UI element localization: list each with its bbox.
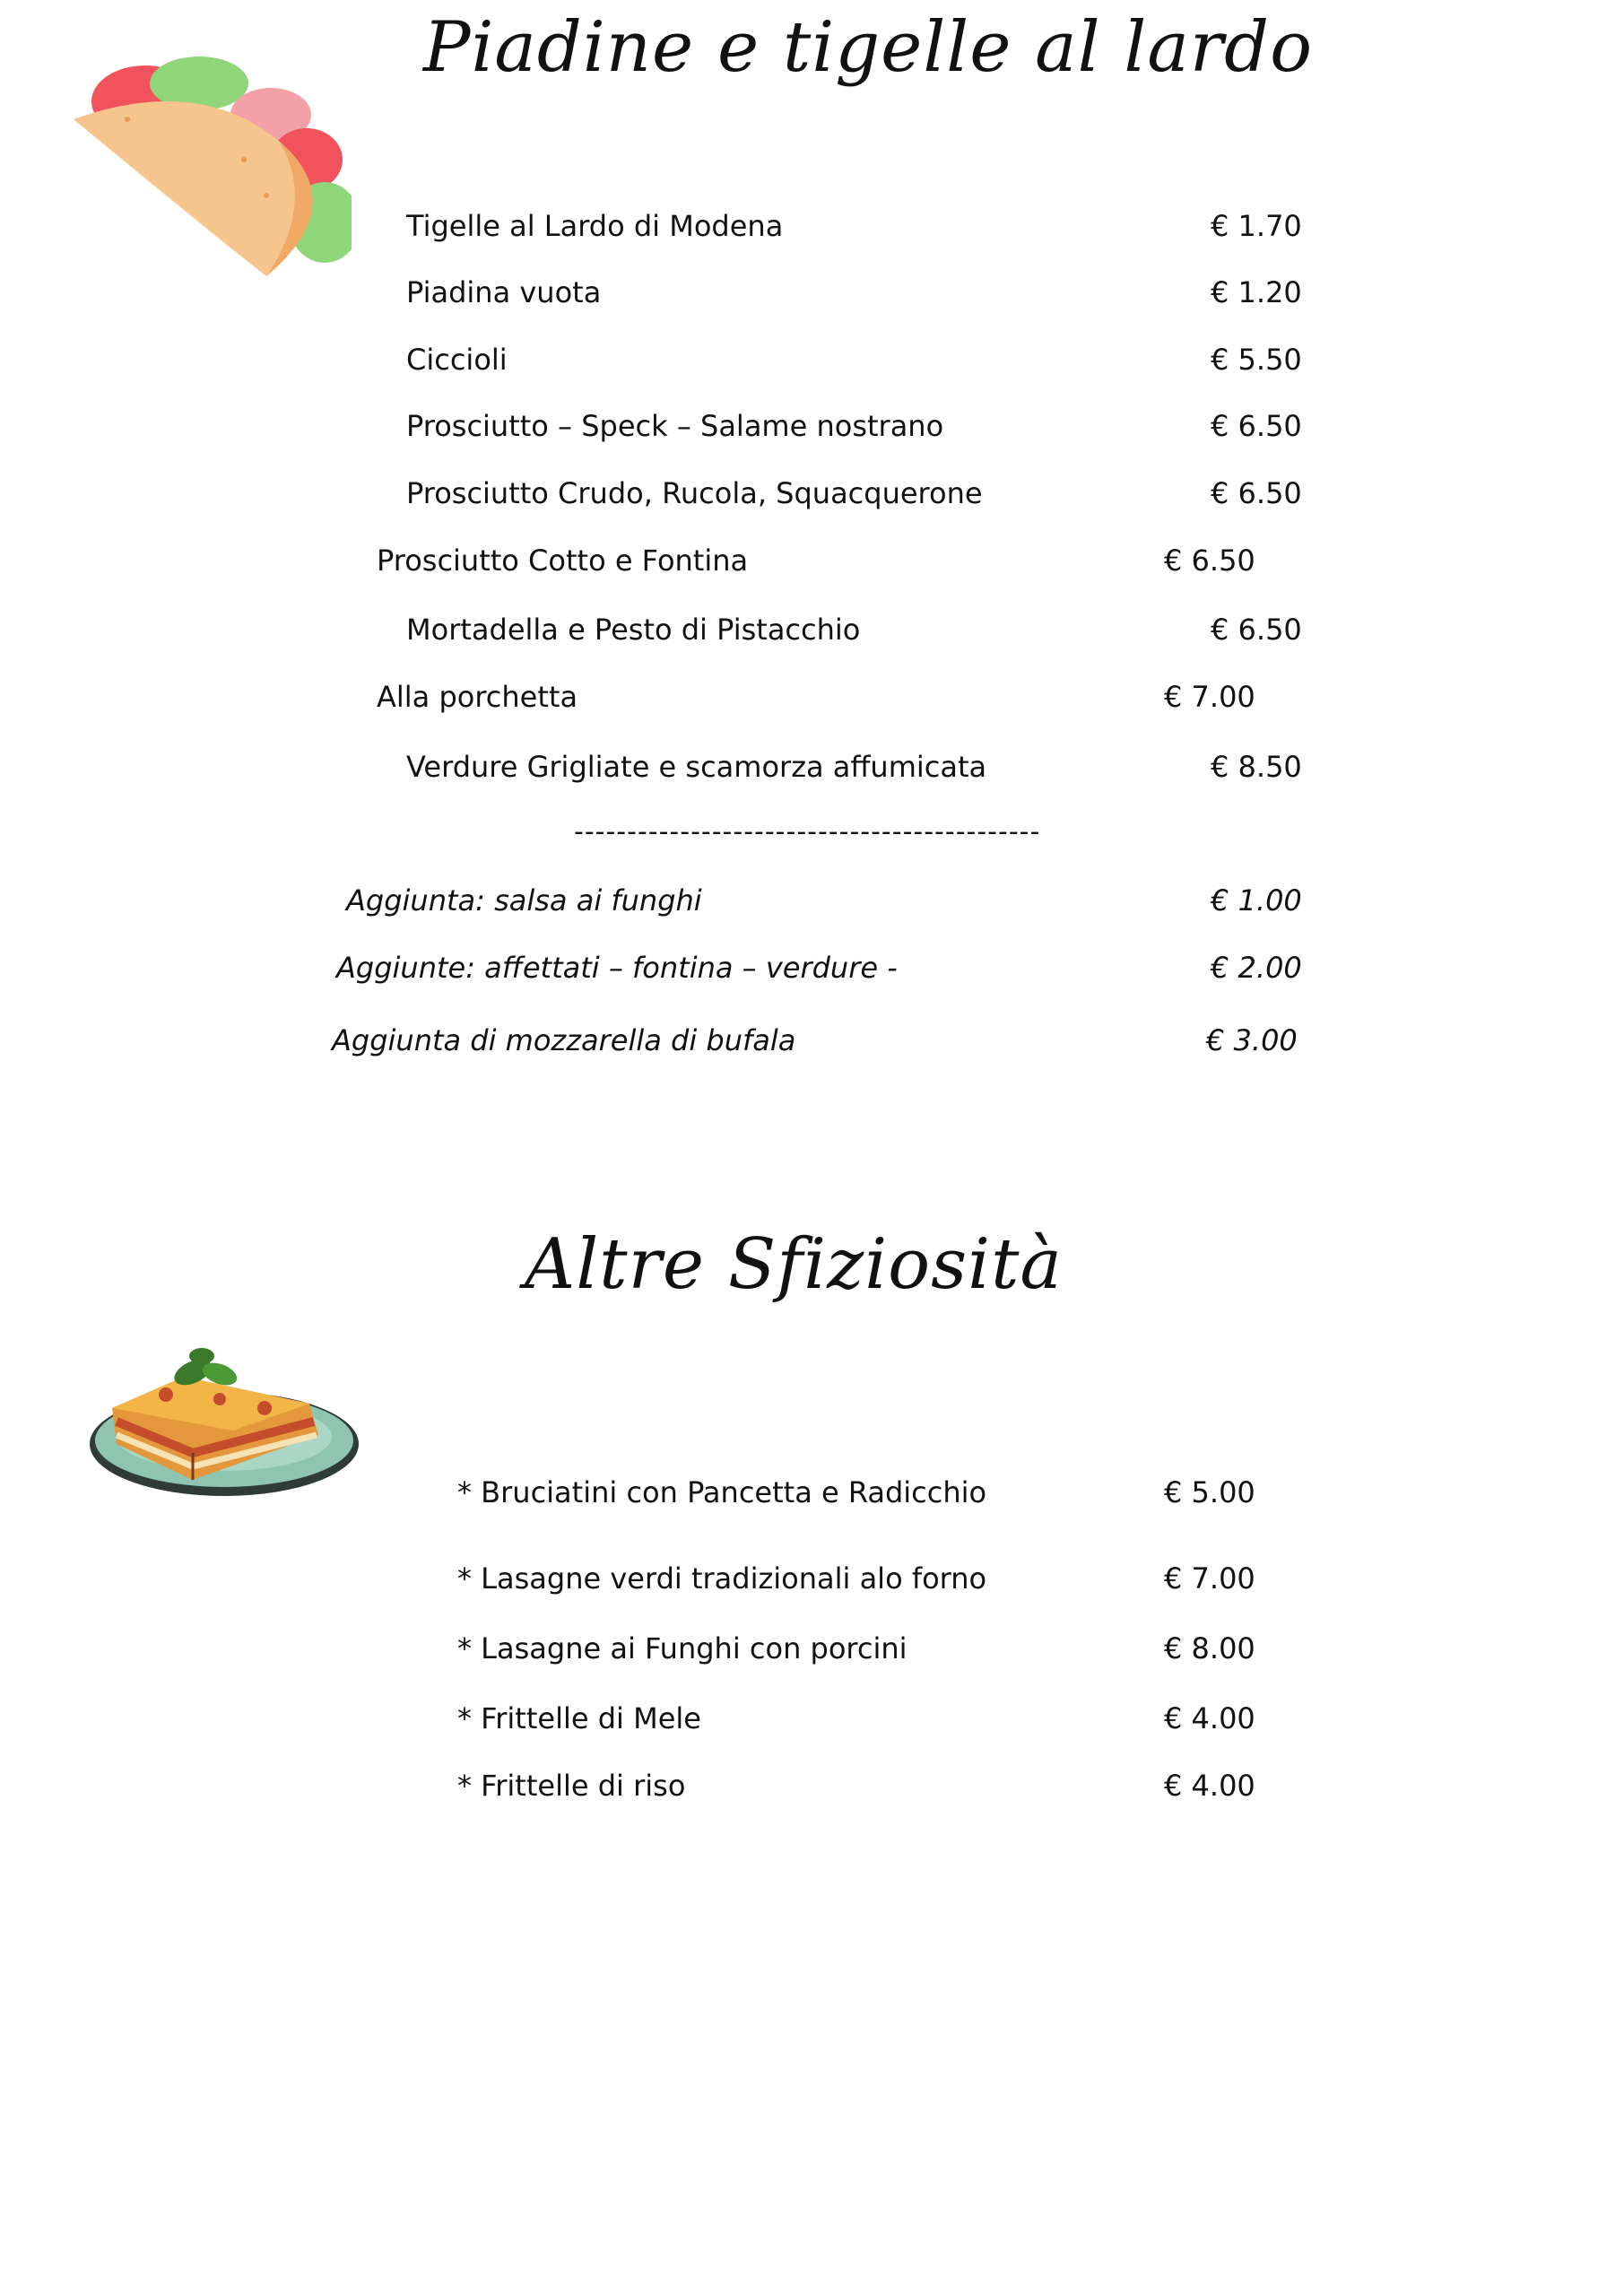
addition-name: Aggiunte: affettati – fontina – verdure - bbox=[336, 951, 898, 985]
menu-item-price: € 6.50 bbox=[1164, 544, 1255, 578]
addition-price: € 3.00 bbox=[1206, 1023, 1298, 1057]
addition-name: Aggiunta: salsa ai funghi bbox=[346, 883, 702, 918]
menu-item-name: * Lasagne verdi tradizionali alo forno bbox=[457, 1561, 987, 1596]
addition-name: Aggiunta di mozzarella di bufala bbox=[332, 1023, 796, 1057]
menu-item-name: Verdure Grigliate e scamorza affumicata bbox=[406, 750, 987, 784]
menu-item-price: € 5.50 bbox=[1211, 343, 1302, 377]
menu-item-name: Prosciutto Crudo, Rucola, Squacquerone bbox=[406, 476, 983, 510]
menu-item-price: € 8.00 bbox=[1164, 1631, 1255, 1665]
menu-item-price: € 5.00 bbox=[1164, 1475, 1255, 1509]
menu-item-name: Piadina vuota bbox=[406, 275, 602, 309]
menu-item-price: € 6.50 bbox=[1211, 476, 1302, 510]
addition-price: € 1.00 bbox=[1211, 883, 1302, 918]
menu-item-price: € 8.50 bbox=[1211, 750, 1302, 784]
separator-line: -------------------------------------------- bbox=[574, 816, 1041, 848]
menu-item-price: € 7.00 bbox=[1164, 680, 1255, 714]
menu-item-price: € 6.50 bbox=[1211, 409, 1302, 443]
section-title-altre-sfiziosita: Altre Sfiziosità bbox=[525, 1224, 1063, 1305]
menu-item-name: * Frittelle di riso bbox=[457, 1769, 686, 1803]
section-title-piadine: Piadine e tigelle al lardo bbox=[423, 7, 1314, 88]
menu-item-name: * Bruciatini con Pancetta e Radicchio bbox=[457, 1475, 987, 1509]
menu-item-price: € 1.70 bbox=[1211, 209, 1302, 243]
menu-item-price: € 4.00 bbox=[1164, 1769, 1255, 1803]
menu-item-price: € 6.50 bbox=[1211, 613, 1302, 647]
menu-item-price: € 1.20 bbox=[1211, 275, 1302, 309]
menu-item-name: * Lasagne ai Funghi con porcini bbox=[457, 1631, 908, 1665]
menu-item-name: Tigelle al Lardo di Modena bbox=[406, 209, 784, 243]
menu-item-name: Prosciutto Cotto e Fontina bbox=[377, 544, 749, 578]
lasagna-icon bbox=[85, 1336, 363, 1507]
menu-item-name: Prosciutto – Speck – Salame nostrano bbox=[406, 409, 944, 443]
menu-item-name: * Frittelle di Mele bbox=[457, 1701, 701, 1735]
addition-price: € 2.00 bbox=[1211, 951, 1302, 985]
piadina-icon bbox=[65, 52, 352, 303]
menu-item-price: € 4.00 bbox=[1164, 1701, 1255, 1735]
menu-item-name: Alla porchetta bbox=[377, 680, 578, 714]
menu-item-name: Ciccioli bbox=[406, 343, 508, 377]
menu-item-name: Mortadella e Pesto di Pistacchio bbox=[406, 613, 861, 647]
menu-item-price: € 7.00 bbox=[1164, 1561, 1255, 1596]
